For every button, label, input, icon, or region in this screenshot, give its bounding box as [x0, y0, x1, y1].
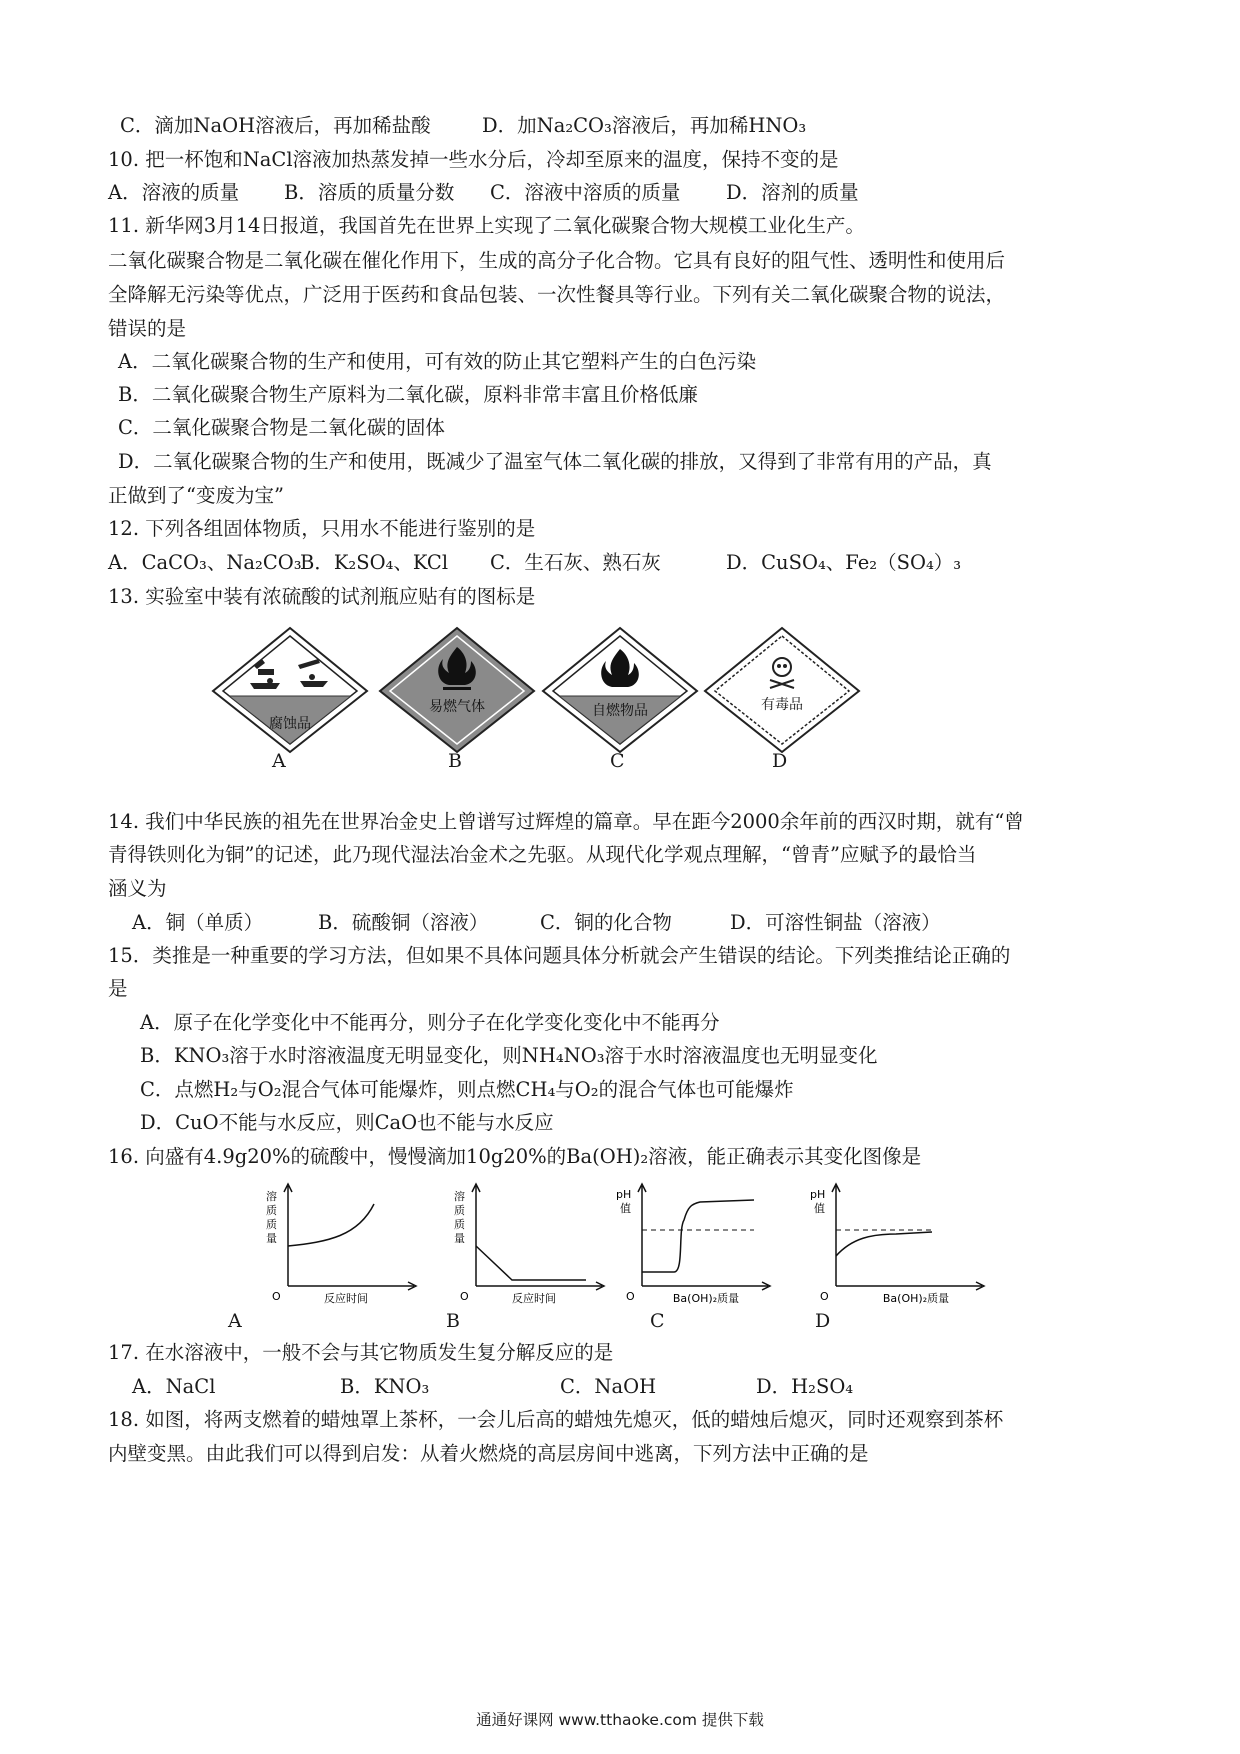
q10-option-c: C．溶液中溶质的质量 [490, 181, 681, 204]
q15-stem-line: 是 [108, 977, 128, 1000]
q14-option-b: B．硫酸铜（溶液） [318, 911, 489, 934]
y-axis-label: 溶质质量 [266, 1190, 277, 1245]
q14-option-a: A．铜（单质） [132, 911, 264, 934]
graph-label-a: A [228, 1310, 242, 1332]
q13-stem: 13. 实验室中装有浓硫酸的试剂瓶应贴有的图标是 [108, 585, 536, 608]
q11-stem-line: 错误的是 [108, 317, 187, 340]
graph-curve [836, 1232, 932, 1256]
page-footer: 通通好课网 www.tthaoke.com 提供下载 [476, 1711, 764, 1729]
graph-c [612, 1180, 772, 1310]
graph-d [806, 1180, 986, 1310]
hazard-caption: 有毒品 [761, 697, 803, 713]
q15-option-a: A．原子在化学变化中不能再分，则分子在化学变化变化中不能再分 [140, 1011, 720, 1034]
origin-label: O [272, 1290, 281, 1303]
q11-stem-line: 11. 新华网3月14日报道，我国首先在世界上实现了二氧化碳聚合物大规模工业化生产。 [108, 214, 865, 237]
graph-label-c: C [650, 1310, 665, 1332]
hazard-sign-spontaneously-combustible [540, 625, 700, 755]
q12-option-c: C．生石灰、熟石灰 [490, 551, 661, 574]
hazard-label-c: C [610, 750, 625, 772]
q18-stem-line: 18. 如图，将两支燃着的蜡烛罩上茶杯，一会儿后高的蜡烛先熄灭，低的蜡烛后熄灭，同时还观察到茶杯 [108, 1408, 1004, 1431]
q11-option-d: D．二氧化碳聚合物的生产和使用，既减少了温室气体二氧化碳的排放，又得到了非常有用的产品，真 [118, 450, 992, 473]
origin-label: O [820, 1290, 829, 1303]
q11-stem-line: 二氧化碳聚合物是二氧化碳在催化作用下，生成的高分子化合物。它具有良好的阻气性、透明性和使用后 [108, 249, 1006, 272]
q14-option-d: D．可溶性铜盐（溶液） [730, 911, 941, 934]
hazard-label-a: A [272, 750, 286, 772]
q15-option-d: D．CuO不能与水反应，则CaO也不能与水反应 [140, 1111, 554, 1134]
x-axis-label: Ba(OH)₂质量 [882, 1292, 950, 1305]
q12-option-a: A．CaCO₃、Na₂CO₃ [108, 551, 302, 574]
q12-stem: 12. 下列各组固体物质，只用水不能进行鉴别的是 [108, 517, 536, 540]
q15-stem-line: 15．类推是一种重要的学习方法，但如果不具体问题具体分析就会产生错误的结论。下列类推结论正确的 [108, 944, 1011, 967]
graph-curve [288, 1204, 374, 1246]
q12-option-b: B．K₂SO₄、KCl [300, 551, 449, 574]
hazard-caption: 自燃物品 [592, 703, 648, 719]
origin-label: O [460, 1290, 469, 1303]
graph-curve [642, 1200, 754, 1272]
q14-stem-line: 14. 我们中华民族的祖先在世界冶金史上曾谱写过辉煌的篇章。早在距今2000余年前的西汉时期，就有“曾 [108, 810, 1024, 833]
hazard-sign-toxic [702, 625, 862, 755]
q14-stem-line: 青得铁则化为铜”的记述，此乃现代湿法冶金术之先驱。从现代化学观点理解，“曾青”应赋予的最恰当 [108, 843, 977, 866]
x-axis-label: 反应时间 [512, 1292, 556, 1305]
x-axis-label: 反应时间 [324, 1292, 368, 1305]
q15-option-b: B．KNO₃溶于水时溶液温度无明显变化，则NH₄NO₃溶于水时溶液温度也无明显变化 [140, 1044, 878, 1067]
q11-option-b: B．二氧化碳聚合物生产原料为二氧化碳，原料非常丰富且价格低廉 [118, 383, 698, 406]
q15-option-c: C．点燃H₂与O₂混合气体可能爆炸，则点燃CH₄与O₂的混合气体也可能爆炸 [140, 1078, 794, 1101]
q9-option-c: C．滴加NaOH溶液后，再加稀盐酸 [120, 114, 431, 137]
q11-option-c: C．二氧化碳聚合物是二氧化碳的固体 [118, 416, 445, 439]
y-axis-label: pH [616, 1188, 632, 1201]
q16-stem: 16. 向盛有4.9g20%的硫酸中，慢慢滴加10g20%的Ba(OH)₂溶液，能正确表示其变化图像是 [108, 1145, 922, 1168]
graph-b [446, 1180, 606, 1310]
q17-option-a: A．NaCl [132, 1375, 216, 1398]
x-axis-label: Ba(OH)₂质量 [672, 1292, 740, 1305]
graph-label-d: D [815, 1310, 831, 1332]
q10-option-a: A．溶液的质量 [108, 181, 240, 204]
origin-label: O [626, 1290, 635, 1303]
q10-option-b: B．溶质的质量分数 [284, 181, 455, 204]
y-axis-label: pH [810, 1188, 826, 1201]
q10-stem: 10. 把一杯饱和NaCl溶液加热蒸发掉一些水分后，冷却至原来的温度，保持不变的是 [108, 148, 839, 171]
q10-option-d: D．溶剂的质量 [726, 181, 859, 204]
q18-stem-line: 内壁变黑。由此我们可以得到启发：从着火燃烧的高层房间中逃离，下列方法中正确的是 [108, 1442, 869, 1465]
q11-option-d-cont: 正做到了“变废为宝” [108, 484, 284, 507]
q9-option-d: D．加Na₂CO₃溶液后，再加稀HNO₃ [482, 114, 807, 137]
graph-a [258, 1180, 418, 1310]
svg-text:值: 值 [620, 1202, 631, 1215]
hazard-sign-corrosive [210, 625, 370, 755]
hazard-caption: 易燃气体 [429, 699, 485, 715]
q14-option-c: C．铜的化合物 [540, 911, 672, 934]
q17-stem: 17. 在水溶液中，一般不会与其它物质发生复分解反应的是 [108, 1341, 614, 1364]
q17-option-b: B．KNO₃ [340, 1375, 430, 1398]
q17-option-c: C．NaOH [560, 1375, 657, 1398]
hazard-label-b: B [448, 750, 462, 772]
q14-stem-line: 涵义为 [108, 877, 167, 900]
graph-curve [476, 1246, 586, 1280]
q11-option-a: A．二氧化碳聚合物的生产和使用，可有效的防止其它塑料产生的白色污染 [118, 350, 757, 373]
q11-stem-line: 全降解无污染等优点，广泛用于医药和食品包装、一次性餐具等行业。下列有关二氧化碳聚合物的说法， [108, 283, 1006, 306]
hazard-sign-flammable-gas [377, 625, 537, 755]
hazard-label-d: D [772, 750, 788, 772]
q17-option-d: D．H₂SO₄ [756, 1375, 854, 1398]
y-axis-label: 溶质质量 [454, 1190, 465, 1245]
svg-text:值: 值 [814, 1202, 825, 1215]
q12-option-d: D．CuSO₄、Fe₂（SO₄）₃ [726, 551, 962, 574]
graph-label-b: B [446, 1310, 460, 1332]
hazard-caption: 腐蚀品 [269, 716, 311, 732]
